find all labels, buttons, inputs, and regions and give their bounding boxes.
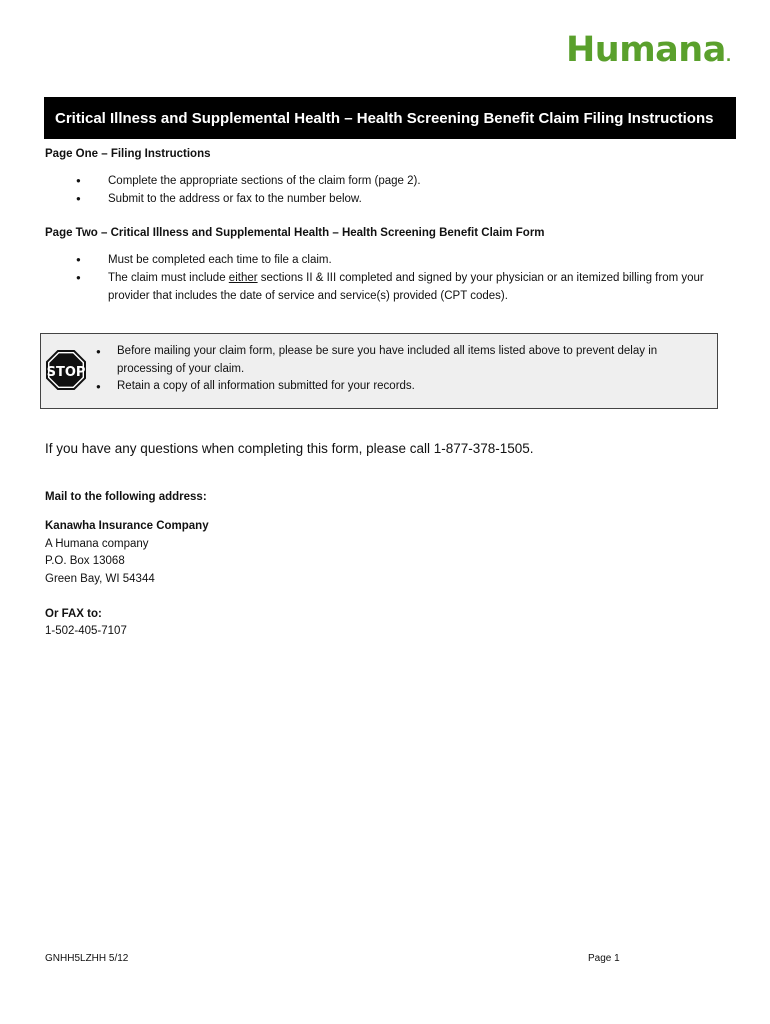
page-two-list xyxy=(60,251,720,305)
fax-heading: Or FAX to: xyxy=(45,608,102,620)
page-number: Page 1 xyxy=(588,953,620,964)
emphasis-either: either xyxy=(228,272,258,284)
page-one-list xyxy=(60,172,720,208)
mail-company: Kanawha Insurance Company xyxy=(45,520,209,532)
page-one-heading: Page One – Filing Instructions xyxy=(45,148,211,160)
list-item: ● Complete the appropriate sections of the claim form (page 2). xyxy=(60,172,720,190)
fax-number: 1-502-405-7107 xyxy=(45,625,127,637)
questions-line: If you have any questions when completing this form, please call 1-877-378-1505. xyxy=(45,441,534,456)
list-item: ● Retain a copy of all information submitted for your records. xyxy=(91,378,711,396)
stop-sign-icon xyxy=(45,349,87,391)
mail-heading: Mail to the following address: xyxy=(45,491,207,503)
list-item: ● Must be completed each time to file a claim. xyxy=(60,251,720,269)
stop-notice-list xyxy=(91,343,711,396)
list-item: ● Submit to the address or fax to the number below. xyxy=(60,190,720,208)
document-title: Critical Illness and Supplemental Health – Health Screening Benefit Claim Filing Instructions xyxy=(44,97,736,139)
mail-line-3: Green Bay, WI 54344 xyxy=(45,573,155,585)
page-two-heading: Page Two – Critical Illness and Supplemental Health – Health Screening Benefit Claim Form xyxy=(45,227,545,239)
stop-sign-label: STOP xyxy=(46,365,86,380)
form-code: GNHH5LZHH 5/12 xyxy=(45,953,129,964)
stop-notice xyxy=(40,333,718,409)
humana-logo: Humana. xyxy=(566,30,731,70)
mail-line-1: A Humana company xyxy=(45,538,149,550)
mail-line-2: P.O. Box 13068 xyxy=(45,555,125,567)
list-item: ● Before mailing your claim form, please be sure you have included all items listed above to prevent delay in processing of your claim. xyxy=(91,343,711,378)
list-item: ● The claim must include either sections II & III completed and signed by your physician or an itemized billing from your provider that includes the date of service and service(s) provided (CPT codes). xyxy=(60,269,720,305)
